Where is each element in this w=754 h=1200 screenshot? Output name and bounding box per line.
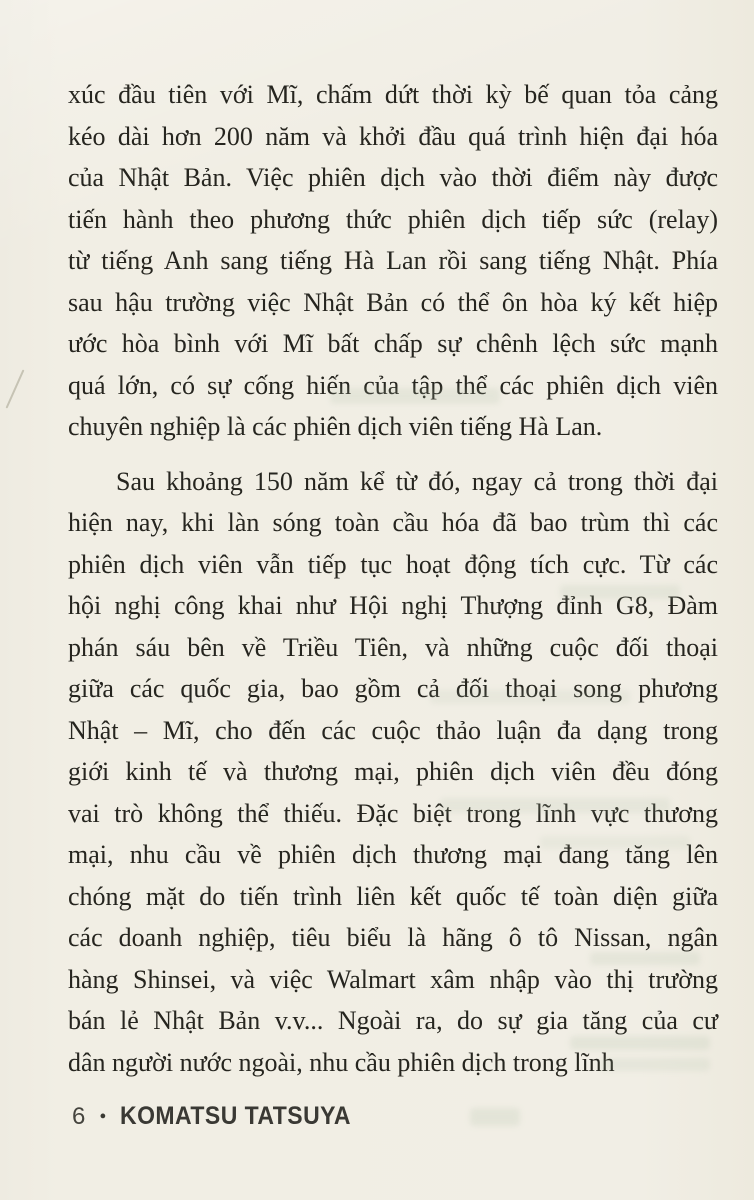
text-line: của Nhật Bản. Việc phiên dịch vào thời điểm này được	[68, 163, 718, 192]
text-block	[68, 74, 718, 1083]
text-line: các doanh nghiệp, tiêu biểu là hãng ô tô Nissan, ngân	[68, 923, 718, 952]
text-line: quá lớn, có sự cống hiến của tập thể các phiên dịch viên	[68, 370, 718, 400]
text-line: dân người nước ngoài, nhu cầu phiên dịch trong lĩnh	[68, 1047, 615, 1077]
text-line: Sau khoảng 150 năm kể từ đó, ngay cả trong thời đại	[116, 466, 718, 496]
text-line: sau hậu trường việc Nhật Bản có thể ôn hòa ký kết hiệp	[68, 287, 718, 317]
text-line: phiên dịch viên vẫn tiếp tục hoạt động tích cực. Từ các	[68, 549, 718, 579]
text-line: giữa các quốc gia, bao gồm cả đối thoại song phương	[68, 674, 718, 703]
text-line: hiện nay, khi làn sóng toàn cầu hóa đã bao trùm thì các	[68, 508, 718, 537]
bullet-separator-icon: •	[99, 1105, 107, 1128]
text-line: Nhật – Mĩ, cho đến các cuộc thảo luận đa dạng trong	[68, 715, 718, 745]
text-line: phán sáu bên về Triều Tiên, và những cuộc đối thoại	[68, 632, 718, 662]
text-line: từ tiếng Anh sang tiếng Hà Lan rồi sang tiếng Nhật. Phía	[68, 246, 718, 275]
text-line: chuyên nghiệp là các phiên dịch viên tiếng Hà Lan.	[68, 412, 603, 441]
text-line: bán lẻ Nhật Bản v.v... Ngoài ra, do sự gia tăng của cư	[68, 1006, 718, 1035]
paragraph	[68, 74, 718, 448]
text-line: kéo dài hơn 200 năm và khởi đầu quá trình hiện đại hóa	[68, 121, 718, 151]
text-line: mại, nhu cầu về phiên dịch thương mại đang tăng lên	[68, 840, 718, 869]
scan-scratch-mark	[6, 369, 25, 408]
running-title: KOMATSU TATSUYA	[120, 1102, 352, 1130]
paragraph	[68, 461, 718, 1084]
page-footer	[72, 1102, 672, 1131]
text-line: giới kinh tế và thương mại, phiên dịch viên đều đóng	[68, 757, 718, 786]
page-number: 6	[72, 1102, 86, 1130]
text-line: vai trò không thể thiếu. Đặc biệt trong lĩnh vực thương	[68, 798, 718, 828]
text-line: chóng mặt do tiến trình liên kết quốc tế toàn diện giữa	[68, 881, 718, 911]
text-line: ước hòa bình với Mĩ bất chấp sự chênh lệch sức mạnh	[68, 329, 718, 358]
text-line: hàng Shinsei, và việc Walmart xâm nhập vào thị trường	[68, 964, 718, 994]
text-line: xúc đầu tiên với Mĩ, chấm dứt thời kỳ bế quan tỏa cảng	[68, 80, 718, 109]
text-line: tiến hành theo phương thức phiên dịch tiếp sức (relay)	[68, 204, 718, 234]
text-line: hội nghị công khai như Hội nghị Thượng đỉnh G8, Đàm	[68, 591, 718, 620]
